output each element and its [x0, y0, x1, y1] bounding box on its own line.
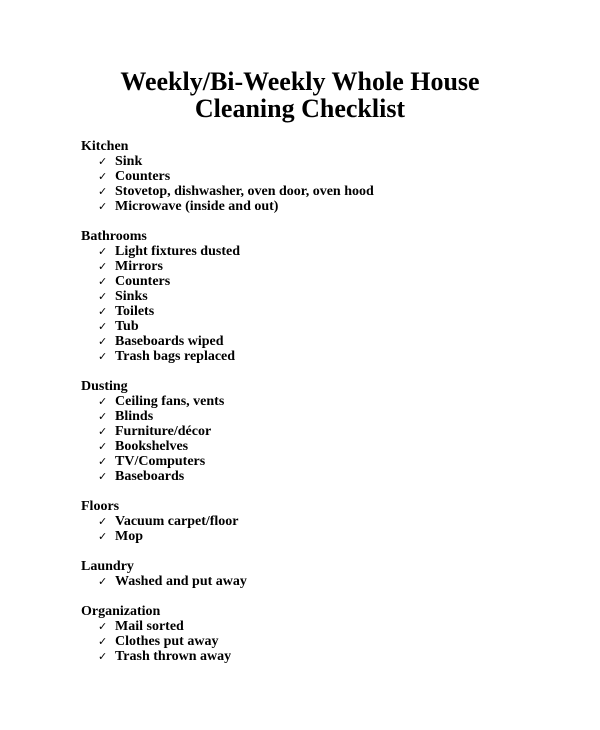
item-label: Mop [115, 529, 143, 544]
checkmark-icon: ✓ [98, 650, 108, 663]
item-label: Ceiling fans, vents [115, 394, 225, 409]
section-heading: Laundry [81, 559, 134, 574]
item-label: Washed and put away [115, 574, 247, 589]
item-label: Stovetop, dishwasher, oven door, oven hood [115, 184, 374, 199]
item-label: Bookshelves [115, 439, 189, 454]
checklist-item [81, 469, 374, 484]
checkmark-icon: ✓ [98, 305, 108, 318]
checklist-item [81, 454, 374, 469]
section-dusting [81, 379, 374, 484]
checklist-item [81, 649, 374, 664]
section-heading: Organization [81, 604, 161, 619]
checklist-item [81, 304, 374, 319]
item-label: Sink [115, 154, 143, 169]
checklist-item [81, 529, 374, 544]
checkmark-icon: ✓ [98, 170, 108, 183]
section-floors [81, 499, 374, 544]
checklist-item [81, 394, 374, 409]
item-label: Light fixtures dusted [115, 244, 240, 259]
document-title [0, 68, 600, 122]
checkmark-icon: ✓ [98, 245, 108, 258]
checklist-item [81, 199, 374, 214]
section-heading: Bathrooms [81, 229, 147, 244]
item-label: Clothes put away [115, 634, 219, 649]
section-laundry [81, 559, 374, 589]
title-line-2: Cleaning Checklist [194, 94, 406, 123]
checkmark-icon: ✓ [98, 320, 108, 333]
checkmark-icon: ✓ [98, 410, 108, 423]
item-label: Mirrors [115, 259, 163, 274]
item-label: Furniture/décor [115, 424, 212, 439]
checkmark-icon: ✓ [98, 620, 108, 633]
item-label: Mail sorted [115, 619, 184, 634]
checkmark-icon: ✓ [98, 515, 108, 528]
checklist-item [81, 169, 374, 184]
checkmark-icon: ✓ [98, 455, 108, 468]
checklist-item [81, 574, 374, 589]
checklist-item [81, 514, 374, 529]
checklist-item [81, 154, 374, 169]
item-label: Sinks [115, 289, 148, 304]
section-kitchen [81, 139, 374, 214]
item-label: Baseboards [115, 469, 185, 484]
checklist-item [81, 244, 374, 259]
section-organization [81, 604, 374, 664]
checkmark-icon: ✓ [98, 335, 108, 348]
checkmark-icon: ✓ [98, 200, 108, 213]
checklist-item [81, 334, 374, 349]
checklist-item [81, 274, 374, 289]
section-heading: Dusting [81, 379, 128, 394]
item-label: Tub [115, 319, 139, 334]
section-bathrooms [81, 229, 374, 364]
checklist-item [81, 349, 374, 364]
checklist-item [81, 184, 374, 199]
checkmark-icon: ✓ [98, 425, 108, 438]
checkmark-icon: ✓ [98, 275, 108, 288]
checkmark-icon: ✓ [98, 395, 108, 408]
section-heading: Kitchen [81, 139, 129, 154]
checkmark-icon: ✓ [98, 470, 108, 483]
checklist-item [81, 319, 374, 334]
item-label: Vacuum carpet/floor [115, 514, 239, 529]
checkmark-icon: ✓ [98, 260, 108, 273]
checkmark-icon: ✓ [98, 530, 108, 543]
checkmark-icon: ✓ [98, 155, 108, 168]
item-label: Microwave (inside and out) [115, 199, 279, 214]
item-label: Toilets [115, 304, 155, 319]
checklist-item [81, 259, 374, 274]
checkmark-icon: ✓ [98, 440, 108, 453]
checkmark-icon: ✓ [98, 575, 108, 588]
item-label: Counters [115, 169, 171, 184]
checklist-item [81, 439, 374, 454]
item-label: Trash bags replaced [115, 349, 236, 364]
checkmark-icon: ✓ [98, 635, 108, 648]
checklist-item [81, 634, 374, 649]
checklist-item [81, 409, 374, 424]
section-heading: Floors [81, 499, 120, 514]
checklist-item [81, 289, 374, 304]
item-label: Trash thrown away [115, 649, 232, 664]
checklist-item [81, 424, 374, 439]
item-label: Counters [115, 274, 171, 289]
item-label: TV/Computers [115, 454, 206, 469]
checkmark-icon: ✓ [98, 350, 108, 363]
title-line-1: Weekly/Bi-Weekly Whole House [120, 67, 480, 96]
checkmark-icon: ✓ [98, 185, 108, 198]
item-label: Baseboards wiped [115, 334, 224, 349]
item-label: Blinds [115, 409, 154, 424]
checkmark-icon: ✓ [98, 290, 108, 303]
checklist-item [81, 619, 374, 634]
checklist [81, 139, 374, 679]
